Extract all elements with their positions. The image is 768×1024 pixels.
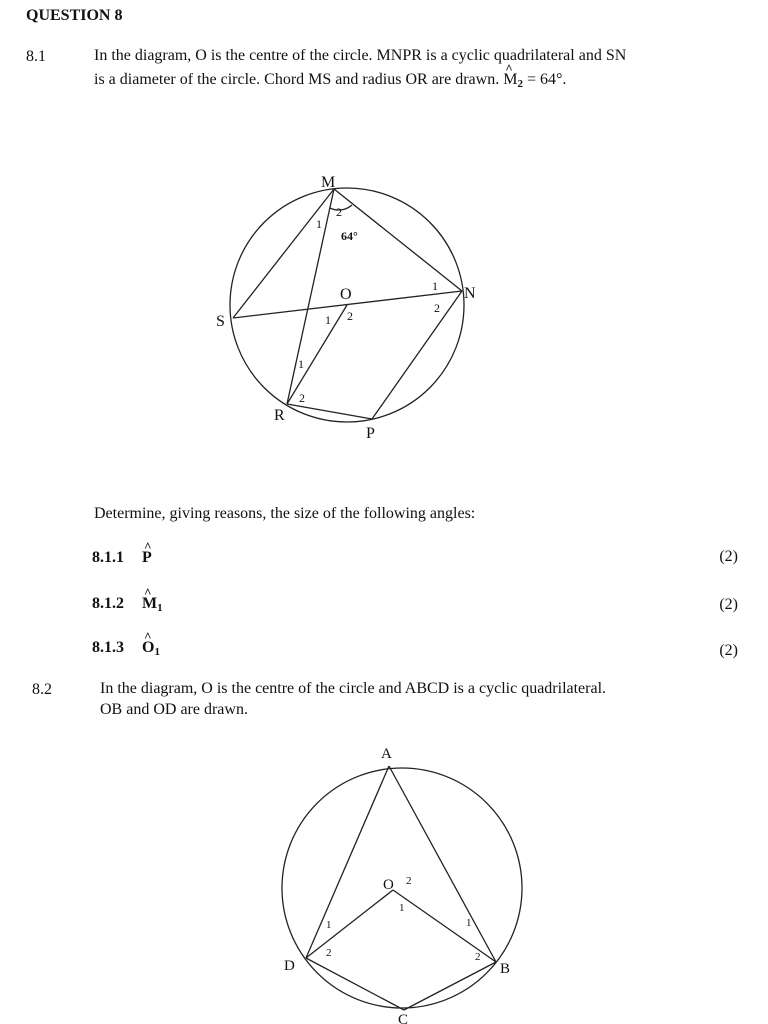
label-m: M [321, 174, 336, 191]
given-angle-letter: ^ M [503, 68, 517, 92]
label-n: N [464, 285, 476, 302]
label-o2: 2 [406, 875, 412, 887]
label-r2: 2 [299, 391, 305, 405]
angle-letter-o: ^ O [142, 636, 154, 660]
label-d: D [284, 958, 295, 974]
angle-letter-p: ^ P [142, 546, 152, 570]
label-d1: 1 [326, 919, 332, 931]
question-number-8-2: 8.2 [32, 681, 52, 698]
instruction-text: Determine, giving reasons, the size of the following angles: [94, 505, 476, 522]
label-b: B [500, 961, 511, 977]
marks-8-1-2: (2) [719, 596, 738, 613]
label-angle-64: 64° [341, 229, 358, 243]
question-8-1-line2-text: is a diameter of the circle. Chord MS and radius OR are drawn. [94, 71, 500, 88]
label-s: S [216, 313, 225, 330]
question-8-1-line1: In the diagram, O is the centre of the circle. MNPR is a cyclic quadrilateral and SN [94, 47, 627, 64]
angle-sub-m: 1 [157, 602, 163, 614]
label-b1: 1 [466, 917, 472, 929]
angle-sub-o: 1 [154, 646, 160, 658]
subquestion-number: 8.1.3 [92, 639, 124, 656]
chord-ms [233, 189, 334, 318]
subquestion-8-1-1 [92, 546, 152, 570]
circle-8-2 [282, 768, 522, 1008]
label-m1: 1 [316, 217, 322, 231]
label-r1: 1 [298, 357, 304, 371]
diagram-8-1 [200, 165, 500, 455]
marks-8-1-3: (2) [719, 642, 738, 659]
marks-8-1-1: (2) [719, 548, 738, 565]
given-angle-sub: 2 [517, 78, 523, 90]
label-a: A [381, 746, 392, 762]
label-c: C [398, 1012, 409, 1024]
label-m2: 2 [336, 205, 342, 219]
angle-letter-m: ^ M [142, 592, 157, 616]
chord-cb [404, 962, 496, 1010]
label-o: O [340, 286, 352, 303]
chord-np [372, 291, 462, 419]
question-number-8-1: 8.1 [26, 48, 46, 65]
question-8-1-line2 [94, 68, 734, 96]
chord-rm [287, 189, 334, 404]
question-8-1-text [94, 44, 734, 96]
subquestion-8-1-3 [92, 636, 160, 664]
diagram-8-2 [270, 740, 540, 1024]
label-o2: 2 [347, 309, 353, 323]
radius-od [306, 890, 393, 958]
label-o1: 1 [399, 902, 405, 914]
label-n2: 2 [434, 301, 440, 315]
label-n1: 1 [432, 279, 438, 293]
question-title: QUESTION 8 [26, 7, 123, 24]
question-8-2-line2: OB and OD are drawn. [100, 701, 248, 718]
label-r: R [274, 407, 285, 424]
given-angle-value: = 64°. [526, 71, 567, 88]
subquestion-8-1-2 [92, 592, 163, 620]
chord-ad [306, 766, 389, 958]
question-8-2-text [100, 678, 720, 720]
subquestion-number: 8.1.2 [92, 595, 124, 612]
label-o: O [383, 877, 394, 893]
question-8-2-line1: In the diagram, O is the centre of the circle and ABCD is a cyclic quadrilateral. [100, 680, 607, 697]
radius-or [287, 305, 347, 404]
subquestion-number: 8.1.1 [92, 549, 124, 566]
chord-ab [389, 766, 496, 962]
label-o1: 1 [325, 313, 331, 327]
label-d2: 2 [326, 947, 332, 959]
label-p: P [366, 425, 375, 442]
label-b2: 2 [475, 951, 481, 963]
chord-dc [306, 958, 404, 1010]
radius-ob [393, 890, 496, 962]
